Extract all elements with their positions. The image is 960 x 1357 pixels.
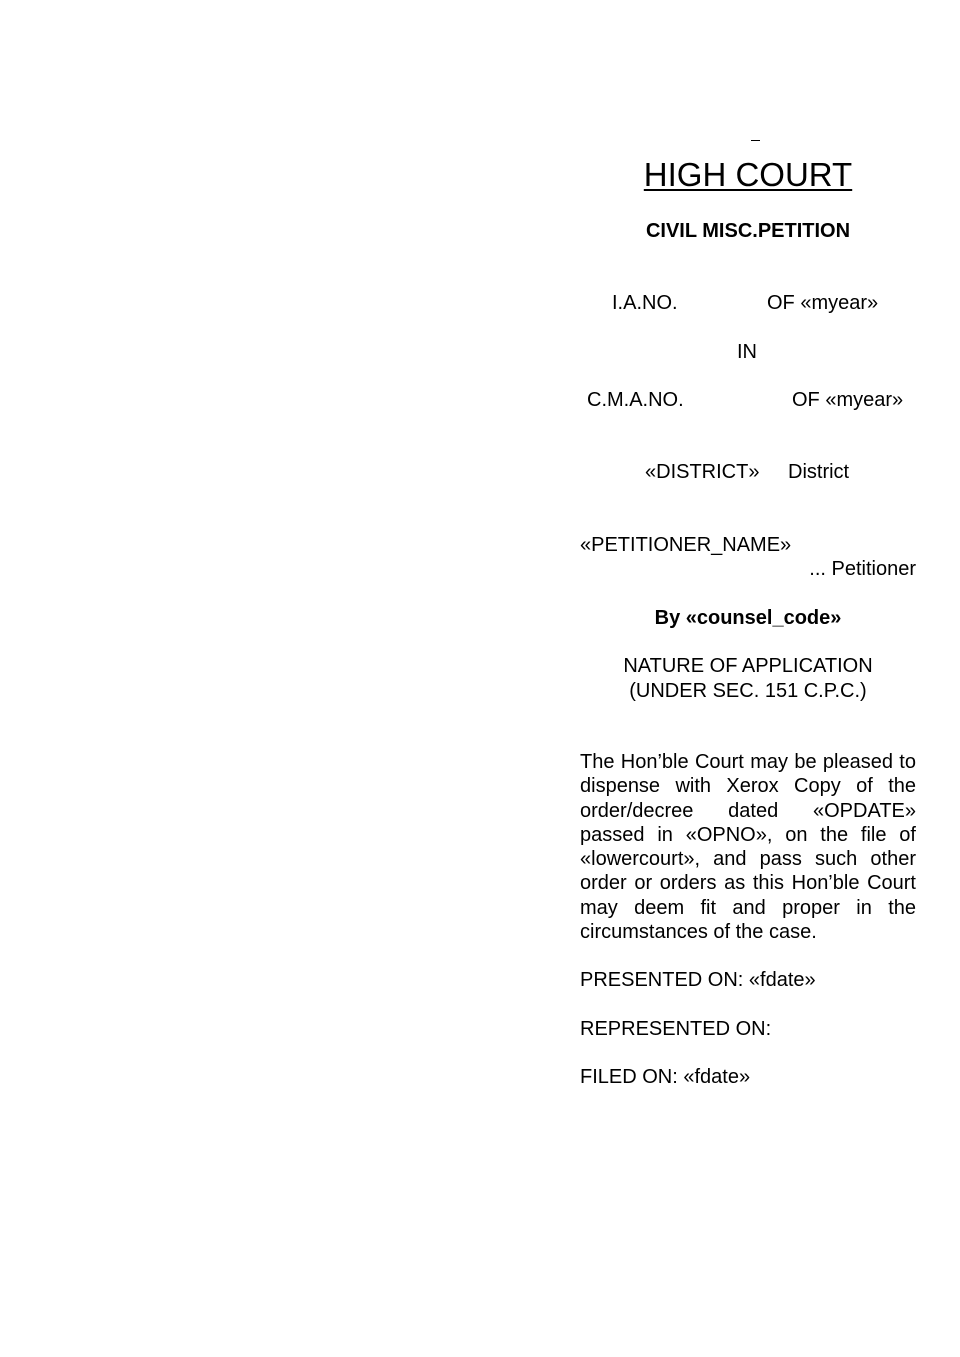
district-field: «DISTRICT» — [645, 461, 760, 483]
counsel-line: By «counsel_code» — [654, 607, 842, 629]
nature-section: (UNDER SEC. 151 C.P.C.) — [629, 679, 867, 702]
petitioner-role: ... Petitioner — [809, 558, 916, 580]
nature-of-application — [580, 654, 916, 703]
ia-number-label: I.A.NO. — [612, 292, 678, 314]
represented-on: REPRESENTED ON: — [580, 1018, 772, 1040]
petitioner-name: «PETITIONER_NAME» — [580, 534, 792, 556]
petition-type: CIVIL MISC.PETITION — [645, 220, 851, 242]
court-title: HIGH COURT — [643, 156, 853, 193]
in-label: IN — [737, 341, 757, 363]
ia-year: OF «myear» — [767, 292, 879, 314]
prayer-paragraph: The Hon’ble Court may be pleased to dispense with Xerox Copy of the order/decree dated «OPDATE» passed in «OPNO», on the file of «lowercourt», and pass such other order or orders as this Hon’ble Court may deem fit and proper in the circumstances of the case. — [580, 751, 916, 944]
filed-on: FILED ON: «fdate» — [580, 1066, 751, 1088]
nature-heading: NATURE OF APPLICATION — [623, 655, 873, 677]
header-dash-mark — [751, 140, 760, 141]
cma-number-label: C.M.A.NO. — [587, 389, 684, 411]
presented-on: PRESENTED ON: «fdate» — [580, 969, 816, 991]
cma-year: OF «myear» — [792, 389, 904, 411]
district-label: District — [788, 461, 850, 483]
